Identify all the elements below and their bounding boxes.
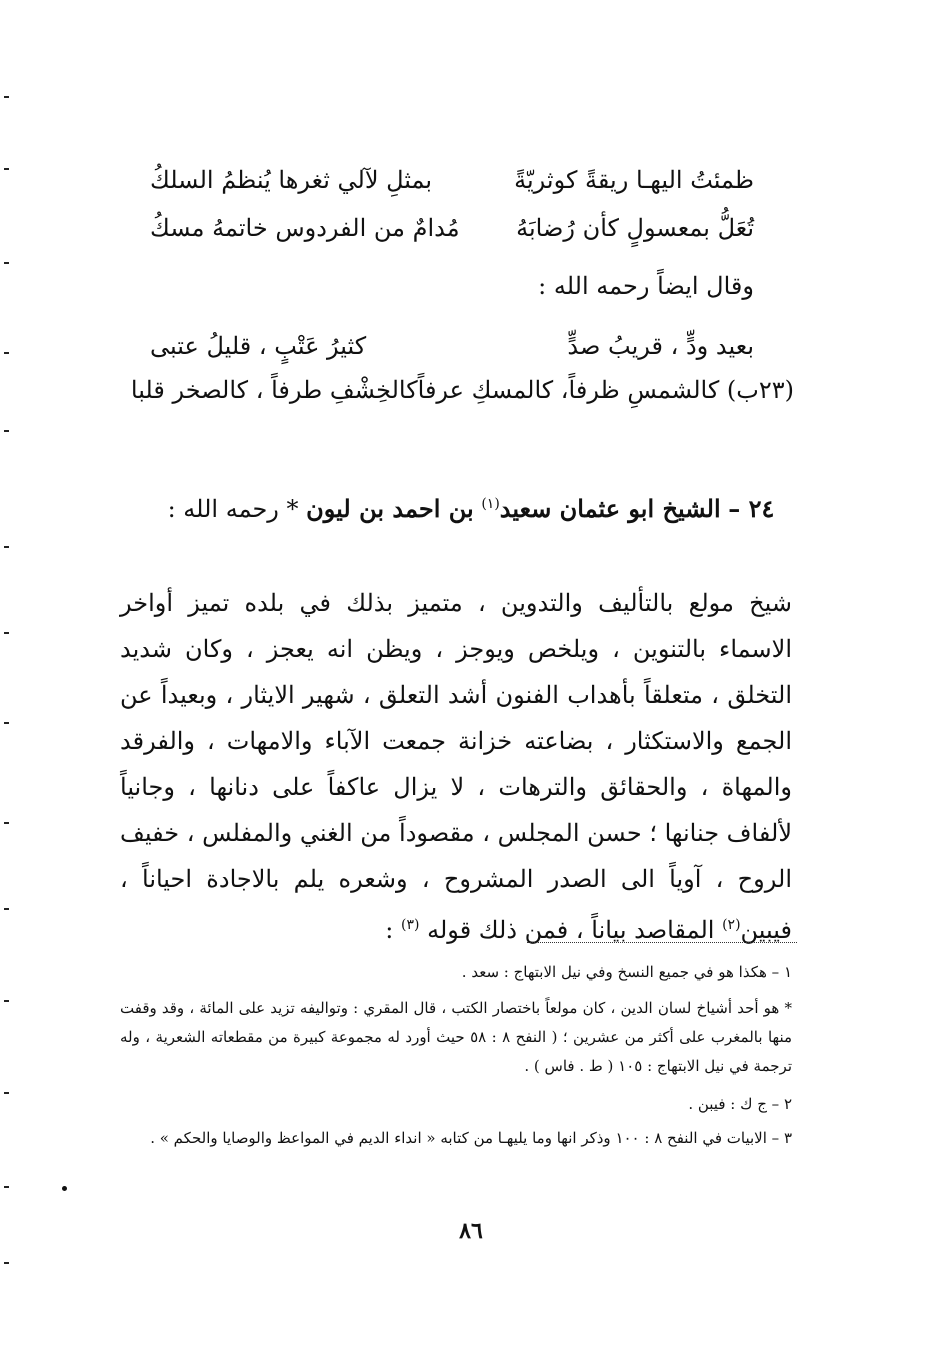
scan-margin-mark [4, 1092, 9, 1094]
scan-margin-mark [4, 722, 9, 724]
paragraph-end: : [385, 916, 394, 944]
verse-first-hemistich: بعيد ودٍّ ، قريبُ صدٍّ [567, 332, 754, 360]
scan-margin-mark [4, 352, 9, 354]
ink-dot [62, 1186, 67, 1191]
poem-verse [130, 374, 794, 406]
scan-margin-mark [4, 168, 9, 170]
verse-first-hemistich: تُعَلُّ بمعسولٍ كأن رُضابَهُ [516, 214, 754, 242]
scan-margin-mark [4, 430, 9, 432]
scan-margin-mark [4, 1262, 9, 1264]
scan-margin-mark [4, 96, 9, 98]
scan-margin-mark [4, 1000, 9, 1002]
verse-second-hemistich: كالخِشْفِ طرفاً ، كالصخر قلبا [130, 376, 418, 404]
heading-number: ٢٤ – [728, 494, 775, 523]
poem-verse [150, 164, 754, 196]
poem-verse [150, 212, 754, 244]
scan-margin-mark [4, 1186, 9, 1188]
heading-name-rest: بن احمد بن ليون [306, 494, 474, 523]
heading-name: الشيخ ابو عثمان سعيد [499, 494, 721, 523]
paragraph-text: شيخ مولع بالتأليف والتدوين ، متميز بذلك في بلده تميز أواخر الاسماء بالتنوين ، ويلخص ويوجز ، ويظن انه يعجز ، وكان شديد التخلق ، متعلقاً بأهداب الفنون أشد التعلق ، شهير الايثار ، وبعيداً عن الجمع والاستكثار ، بضاعته خزانة جمعت الآباء والامهات ، والفرقد والمهاة ، والحقائق والترهات ، لا يزال عاكفاً على دنانها ، وجانياً لألفاف جنانها ؛ حسن المجلس ، مقصوداً من الغني والمفلس ، خفيف الروح ، آوياً الى الصدر المشروح ، وشعره يلم بالاجادة احياناً ، فيبين [120, 589, 793, 944]
verse-second-hemistich: بمثلِ لآلي ثغرها يُنظمُ السلكُ [150, 166, 433, 194]
footnote: ١ – هكذا هو في جميع النسخ وفي نيل الابتهاج : سعد . [461, 963, 792, 981]
biography-paragraph [120, 580, 792, 953]
footnote: ٢ – ج ك : فيبن . [688, 1095, 792, 1113]
heading-suffix: * رحمه الله : [167, 495, 299, 523]
paragraph-text-continued: المقاصد بياناً ، فمن ذلك قوله [427, 916, 715, 944]
verse-second-hemistich: كثيرُ عَتْبٍ ، قليلُ عتبى [150, 332, 367, 360]
poem-intro: وقال ايضاً رحمه الله : [538, 272, 754, 300]
footnote: * هو أحد أشياخ لسان الدين ، كان مولعاً باختصار الكتب ، قال المقري : وتواليفه تزيد على المائة ، وقد وقفت منها بالمغرب على أكثر من عشرين ؛ ( النفح ٨ : ٥٨ حيث أورد له مجموعة كبيرة من مقطعاته الشعرية ، وله ترجمة في نيل الابتهاج : ١٠٥ ( ط . فاس ) . [120, 999, 793, 1075]
verse-first-hemistich: (٢٣ب) كالشمسِ ظرفاً، كالمسكِ عرفاً [417, 376, 794, 404]
footnote-ref: (٣) [401, 917, 420, 933]
verse-second-hemistich: مُدامٌ من الفردوس خاتمهُ مسكُ [150, 214, 460, 242]
section-heading [0, 494, 942, 523]
poem-verse [150, 330, 754, 362]
footnote-ref: (٢) [722, 917, 741, 933]
verse-first-hemistich: ظمئتُ اليهـا ريقةً كوثريّةً [514, 166, 754, 194]
scan-margin-mark [4, 632, 9, 634]
scan-margin-mark [4, 546, 9, 548]
page-number: ٨٦ [459, 1218, 483, 1244]
scan-margin-mark [4, 262, 9, 264]
scan-margin-mark [4, 822, 9, 824]
footnote-separator [527, 942, 797, 943]
footnote-ref: (١) [481, 496, 500, 512]
footnote: ٣ – الابيات في النفح ٨ : ١٠٠ وذكر انها وما يليهـا من كتابه « انداء الديم في المواعظ والوصايا والحكم » . [150, 1129, 792, 1147]
scan-margin-mark [4, 908, 9, 910]
